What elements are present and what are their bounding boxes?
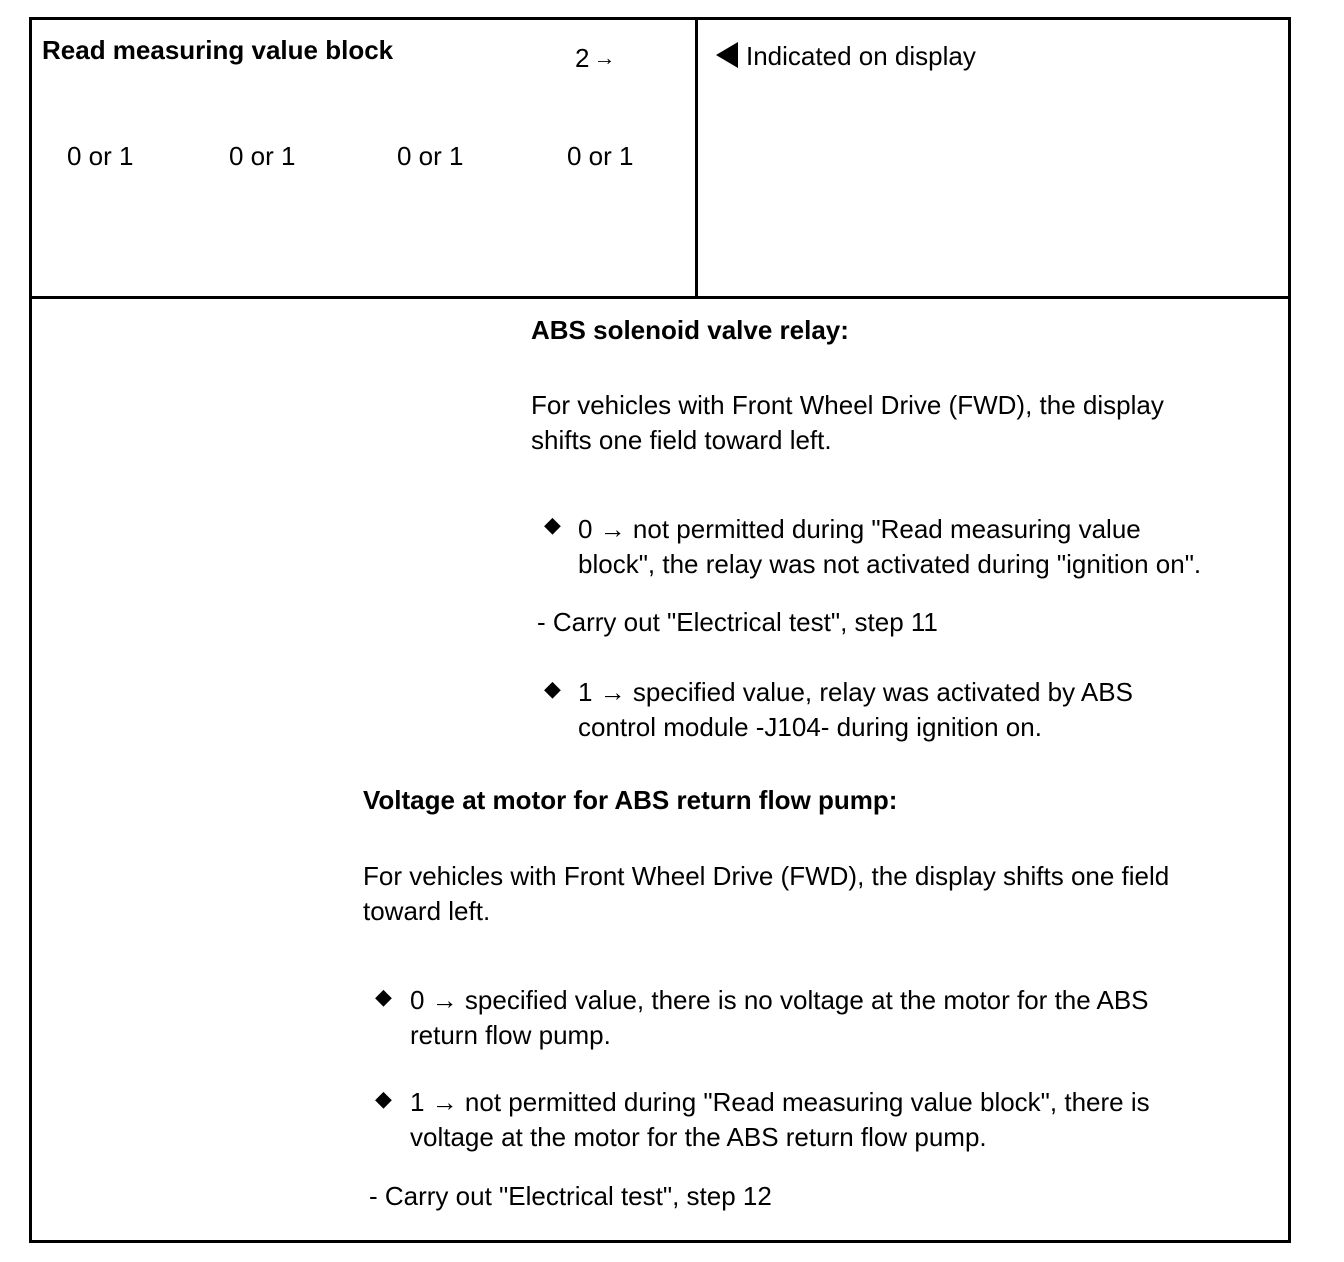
section1-item2-line2: control module -J104- during ignition on. xyxy=(578,712,1042,742)
section2-item2-line1: 1 → not permitted during "Read measuring value block", there is xyxy=(410,1087,1150,1117)
group-number-display xyxy=(575,41,615,75)
section1-item1-line2: block", the relay was not activated during "ignition on". xyxy=(578,549,1202,579)
section2-action: - Carry out "Electrical test", step 12 xyxy=(369,1181,772,1211)
diamond-bullet-icon: ◆ xyxy=(375,1086,392,1111)
section2-intro-line2: toward left. xyxy=(363,896,491,926)
display-label-text: Indicated on display xyxy=(746,41,976,71)
arrow-right-icon: → xyxy=(593,45,616,70)
section2-item1-line1: 0 → specified value, there is no voltage at the motor for the ABS xyxy=(410,985,1149,1015)
section2-item2 xyxy=(410,1085,1150,1155)
diamond-bullet-icon: ◆ xyxy=(544,676,561,701)
section1-item1 xyxy=(578,512,1201,582)
left-triangle-pointer-icon xyxy=(716,42,738,68)
section2-intro xyxy=(363,859,1169,929)
section1-intro xyxy=(531,388,1164,458)
display-field-1: 0 or 1 xyxy=(67,141,134,171)
row-divider xyxy=(29,296,1291,299)
section1-intro-line1: For vehicles with Front Wheel Drive (FWD), the display xyxy=(531,390,1164,420)
section1-intro-line2: shifts one field toward left. xyxy=(531,425,832,455)
display-field-4: 0 or 1 xyxy=(567,141,634,171)
section1-action: - Carry out "Electrical test", step 11 xyxy=(537,607,938,637)
display-field-2: 0 or 1 xyxy=(229,141,296,171)
section2-intro-line1: For vehicles with Front Wheel Drive (FWD), the display shifts one field xyxy=(363,861,1170,891)
group-number: 2 xyxy=(575,43,590,73)
diamond-bullet-icon: ◆ xyxy=(544,512,561,537)
display-label xyxy=(716,39,976,73)
section2-item2-line2: voltage at the motor for the ABS return flow pump. xyxy=(410,1122,987,1152)
measuring-block-title: Read measuring value block xyxy=(42,35,394,65)
section2-item1-line2: return flow pump. xyxy=(410,1020,611,1050)
section1-item2 xyxy=(578,675,1133,745)
section1-item2-line1: 1 → specified value, relay was activated by ABS xyxy=(578,677,1133,707)
diamond-bullet-icon: ◆ xyxy=(375,984,392,1009)
section2-item1 xyxy=(410,983,1149,1053)
column-divider xyxy=(695,17,698,298)
section2-heading: Voltage at motor for ABS return flow pump: xyxy=(363,785,898,815)
section1-heading: ABS solenoid valve relay: xyxy=(531,315,849,345)
display-field-3: 0 or 1 xyxy=(397,141,464,171)
section1-item1-line1: 0 → not permitted during "Read measuring value xyxy=(578,514,1141,544)
